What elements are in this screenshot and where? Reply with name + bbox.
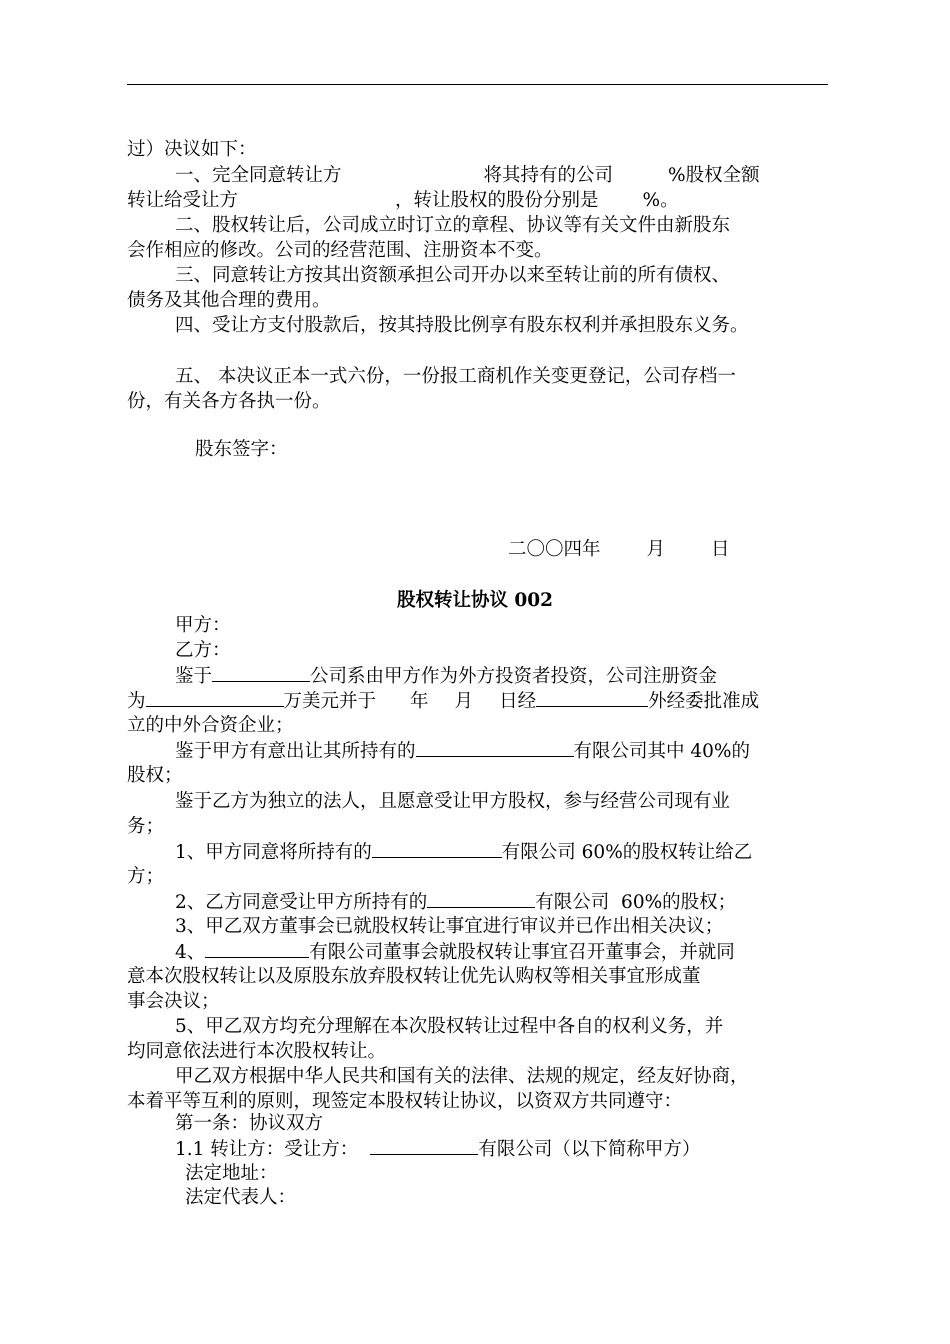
header-rule xyxy=(127,84,828,85)
text: 甲方： xyxy=(175,615,231,636)
blank-company-name[interactable] xyxy=(416,739,574,757)
text: 法定代表人： xyxy=(185,1187,297,1208)
blank-approval-authority[interactable] xyxy=(536,689,648,707)
text: 五、 本决议正本一式六份，一份报工商机作关变更登记，公司存档一 xyxy=(175,366,736,387)
text: 均同意依法进行本次股权转让。 xyxy=(127,1041,387,1062)
text: 转让给受让方 xyxy=(127,190,239,211)
whereas-3-cont xyxy=(127,815,164,839)
legal-address-label xyxy=(185,1162,278,1186)
text: 鉴于乙方为独立的法人，且愿意受让甲方股权，参与经营公司现有业 xyxy=(175,791,731,812)
whereas-1 xyxy=(175,664,717,689)
blank-capital[interactable] xyxy=(146,689,284,707)
text: 立的中外合资企业； xyxy=(127,715,294,736)
resolution-item-4 xyxy=(175,314,749,338)
text: 有限公司 60%的股权转让给乙 xyxy=(501,842,753,863)
clause-5-cont xyxy=(127,1040,386,1064)
clause-4 xyxy=(175,940,735,965)
text: 四、受让方支付股款后，按其持股比例享有股东权利并承担股东义务。 xyxy=(175,315,749,336)
blank-company-name[interactable] xyxy=(370,1137,478,1155)
resolution-intro xyxy=(127,138,257,162)
clause-3 xyxy=(175,915,723,939)
clause-4-end xyxy=(127,990,220,1014)
text: 鉴于 xyxy=(175,666,213,687)
text: 有限公司董事会就股权转让事宜召开董事会，并就同 xyxy=(309,942,735,963)
text: 债务及其他合理的费用。 xyxy=(127,290,331,311)
clause-5 xyxy=(175,1015,723,1039)
whereas-2 xyxy=(175,739,750,764)
preamble xyxy=(175,1065,749,1089)
text: 本着平等互利的原则，现签定本股权转让协议，以资双方共同遵守： xyxy=(127,1091,683,1112)
text: 为 xyxy=(127,691,146,712)
clause-1 xyxy=(175,840,752,865)
preamble-cont xyxy=(127,1090,682,1114)
text: 3、甲乙双方董事会已就股权转让事宜进行审议并已作出相关决议； xyxy=(175,916,724,937)
text: 二、股权转让后，公司成立时订立的章程、协议等有关文件由新股东 xyxy=(175,215,731,236)
resolution-item-3 xyxy=(175,264,730,288)
text: 份，有关各方各执一份。 xyxy=(127,391,331,412)
resolution-item-1 xyxy=(175,164,760,188)
text: 日经 xyxy=(499,691,537,712)
blank-company-name[interactable] xyxy=(212,664,310,682)
resolution-item-5 xyxy=(175,365,736,389)
text: 有限公司（以下简称甲方） xyxy=(478,1139,701,1160)
text: 过）决议如下： xyxy=(127,139,257,160)
text: 甲乙双方根据中华人民共和国有关的法律、法规的规定，经友好协商， xyxy=(175,1066,749,1087)
text: 5、甲乙双方均充分理解在本次股权转让过程中各自的权利义务，并 xyxy=(175,1016,724,1037)
whereas-1-cont xyxy=(127,689,759,714)
text: 乙方： xyxy=(175,640,231,661)
party-a-label xyxy=(175,614,231,638)
blank-company-name[interactable] xyxy=(427,890,535,908)
clause-1-cont xyxy=(127,865,164,889)
text: 外经委批准成 xyxy=(648,691,760,712)
text: 有限公司 60%的股权； xyxy=(535,892,737,913)
text: 年 xyxy=(410,691,429,712)
text: %。 xyxy=(642,190,679,211)
text: 股权； xyxy=(127,765,183,786)
text: 1、甲方同意将所持有的 xyxy=(175,842,372,863)
article-1-heading xyxy=(175,1112,323,1136)
party-b-label xyxy=(175,639,231,663)
resolution-item-2-cont xyxy=(127,239,553,263)
date-day: 日 xyxy=(711,539,730,560)
text: 一、完全同意转让方 xyxy=(175,165,342,186)
shareholder-signature-label xyxy=(195,438,288,462)
text: 方； xyxy=(127,866,165,887)
resolution-item-2 xyxy=(175,214,730,238)
text: 鉴于甲方有意出让其所持有的 xyxy=(175,741,416,762)
text: %股权全额 xyxy=(668,165,760,186)
text: 有限公司其中 40%的 xyxy=(573,741,751,762)
text: 股东签字： xyxy=(195,439,288,460)
text: 事会决议； xyxy=(127,991,220,1012)
resolution-item-3-cont xyxy=(127,289,331,313)
text: 务； xyxy=(127,816,165,837)
text: 1.1 转让方：受让方： xyxy=(175,1139,359,1160)
text: 4、 xyxy=(175,942,206,963)
resolution-item-5-cont xyxy=(127,390,331,414)
article-1-1 xyxy=(175,1137,700,1162)
whereas-2-cont xyxy=(127,764,183,788)
blank-company-name[interactable] xyxy=(372,840,502,858)
text: 2、乙方同意受让甲方所持有的 xyxy=(175,892,428,913)
text: 三、同意转让方按其出资额承担公司开办以来至转让前的所有债权、 xyxy=(175,265,731,286)
text: 第一条：协议双方 xyxy=(175,1113,324,1134)
date-year: 二〇〇四年 xyxy=(508,539,601,560)
resolution-date xyxy=(508,538,730,562)
text: 公司系由甲方作为外方投资者投资，公司注册资金 xyxy=(310,666,718,687)
date-month: 月 xyxy=(646,539,666,560)
blank-company-name[interactable] xyxy=(205,940,309,958)
clause-4-cont xyxy=(127,965,701,989)
agreement-title: 股权转让协议 002 xyxy=(396,590,554,611)
whereas-1-end xyxy=(127,714,294,738)
resolution-item-1-cont xyxy=(127,189,679,213)
clause-2 xyxy=(175,890,736,915)
text: 将其持有的公司 xyxy=(483,165,614,186)
legal-representative-label xyxy=(185,1186,296,1210)
text: 会作相应的修改。公司的经营范围、注册资本不变。 xyxy=(127,240,553,261)
text: 月 xyxy=(454,691,474,712)
text: 法定地址： xyxy=(185,1163,278,1184)
text: 意本次股权转让以及原股东放弃股权转让优先认购权等相关事宜形成董 xyxy=(127,966,701,987)
text: 万美元并于 xyxy=(283,691,377,712)
whereas-3 xyxy=(175,790,730,814)
text: ，转让股权的股份分别是 xyxy=(395,190,599,211)
